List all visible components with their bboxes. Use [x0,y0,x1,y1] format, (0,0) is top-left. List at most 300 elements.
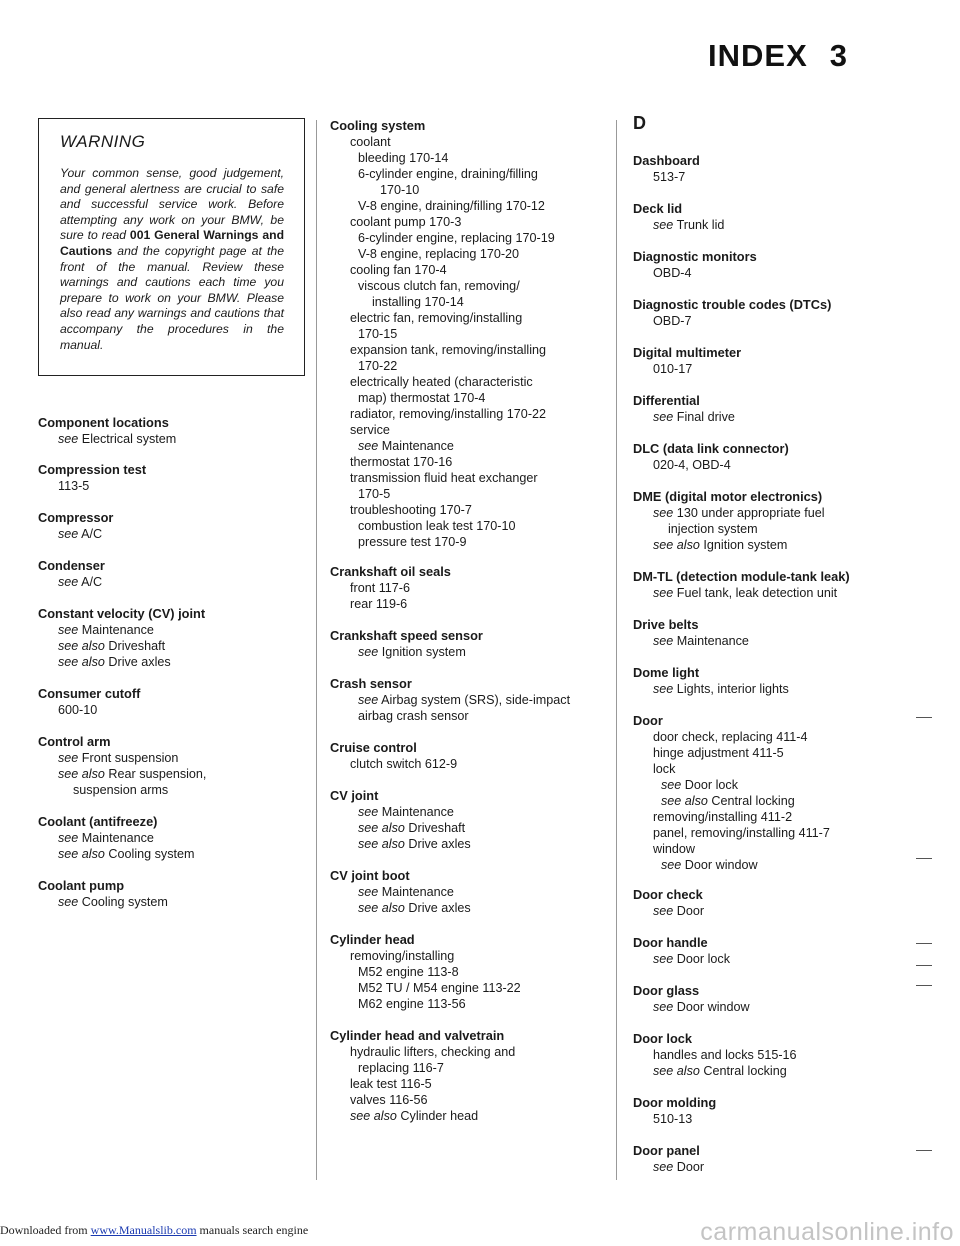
subentry-text: Fuel tank, leak detection unit [673,586,838,600]
subentry-text: thermostat 170-16 [350,455,453,469]
index-subentry [38,782,206,798]
index-subentry [633,809,830,825]
cross-reference-label: see [58,575,79,589]
subentry-text: removing/installing 411-2 [653,810,793,824]
subentry-text: 113-5 [58,479,90,493]
cross-reference-label: see [653,952,674,966]
cross-reference-label: see [58,432,79,446]
cross-reference-label: see also [58,639,105,653]
index-subentry [330,358,555,374]
index-entry [633,665,789,697]
index-entry [38,606,205,670]
index-subentry [330,596,451,612]
index-subentry [330,1060,515,1076]
section-letter: D [633,113,646,133]
subentry-text: expansion tank, removing/installing [350,343,547,357]
cross-reference-label: see [653,410,674,424]
subentry-text: 6-cylinder engine, replacing 170-19 [358,231,555,245]
index-subentry [38,702,140,718]
index-entry [330,740,457,772]
index-subentry [330,996,521,1012]
subentry-text: installing 170-14 [372,295,464,309]
subentry-text: Maintenance [378,439,454,453]
subentry-text: 513-7 [653,170,686,184]
warning-title: WARNING [60,132,146,151]
index-subentry [330,150,555,166]
warning-box [38,118,305,376]
index-subentry [330,166,555,182]
subentry-text: Front suspension [78,751,179,765]
cross-reference-label: see also [58,767,105,781]
index-subentry [38,431,176,447]
index-subentry [330,964,521,980]
index-subentry [633,761,830,777]
cross-reference-label: see [653,1000,674,1014]
index-entry [38,415,176,447]
subentry-text: Cooling system [78,895,168,909]
index-term: Door lock [633,1031,693,1046]
index-entry [633,153,700,185]
cross-reference-label: see [653,1160,674,1174]
subentry-text: panel, removing/installing 411-7 [653,826,830,840]
subentry-text: Door lock [673,952,731,966]
index-subentry [633,265,757,281]
index-subentry [330,390,555,406]
index-subentry [633,537,825,553]
index-subentry [633,457,789,473]
subentry-text: lock [653,762,676,776]
cross-reference-label: see also [358,837,405,851]
cross-reference-label: see also [350,1109,397,1123]
subentry-text: Maintenance [78,831,154,845]
index-subentry [330,294,555,310]
subentry-text: 130 under appropriate fuel [673,506,825,520]
index-subentry [330,644,483,660]
index-subentry [633,633,749,649]
index-subentry [38,478,146,494]
index-term: Coolant pump [38,878,125,893]
warning-text-bold: 001 General Warnings and Cautions [60,228,285,258]
subentry-text: coolant pump 170-3 [350,215,462,229]
subentry-text: troubleshooting 170-7 [350,503,472,517]
index-subentry [330,262,555,278]
index-term: Cylinder head [330,932,415,947]
index-entry [633,201,724,233]
index-subentry [330,230,555,246]
index-term: DME (digital motor electronics) [633,489,823,504]
subentry-text: 170-10 [380,183,420,197]
trim-mark [916,858,932,859]
index-entry [633,1143,704,1175]
index-term: Dome light [633,665,700,680]
index-term: CV joint boot [330,868,410,883]
cross-reference-label: see [653,506,674,520]
subentry-text: valves 116-56 [350,1093,428,1107]
index-subentry [633,585,850,601]
index-term: DLC (data link connector) [633,441,789,456]
subentry-text: Maintenance [673,634,749,648]
subentry-text: replacing 116-7 [358,1061,444,1075]
cross-reference-label: see [358,693,379,707]
subentry-text: service [350,423,390,437]
index-subentry [330,214,555,230]
index-entry [38,558,105,590]
subentry-text: Door [673,1160,705,1174]
subentry-text: Trunk lid [673,218,725,232]
footer [0,1222,308,1238]
cross-reference-label: see [358,645,379,659]
index-term: Cooling system [330,118,426,133]
index-term: Diagnostic monitors [633,249,757,264]
subentry-text: 6-cylinder engine, draining/filling [358,167,538,181]
warning-text-pre: Your common sense, good judgement, and general alertness are crucial to safe and successful service work. Before attempting any work on your BMW, be sure to read [60,166,284,243]
index-term: Digital multimeter [633,345,742,360]
index-subentry [38,526,113,542]
index-subentry [330,246,555,262]
subentry-text: V-8 engine, draining/filling 170-12 [358,199,545,213]
subentry-text: OBD-7 [653,314,692,328]
subentry-text: leak test 116-5 [350,1077,432,1091]
cross-reference-label: see also [358,821,405,835]
subentry-text: Electrical system [78,432,177,446]
subentry-text: Airbag system (SRS), side-impact [378,693,571,707]
index-subentry [633,825,830,841]
index-term: Deck lid [633,201,683,216]
subentry-text: electric fan, removing/installing [350,311,523,325]
index-subentry [633,745,830,761]
index-term: Cruise control [330,740,417,755]
index-subentry [330,884,471,900]
cross-reference-label: see [358,805,379,819]
index-subentry [38,622,205,638]
subentry-text: 020-4, OBD-4 [653,458,731,472]
subentry-text: airbag crash sensor [358,709,469,723]
cross-reference-label: see also [358,901,405,915]
index-subentry [38,830,195,846]
index-entry [330,628,483,660]
index-term: Compressor [38,510,114,525]
index-term: Door panel [633,1143,700,1158]
index-term: Cylinder head and valvetrain [330,1028,505,1043]
subentry-text: M52 TU / M54 engine 113-22 [358,981,521,995]
index-subentry [633,409,735,425]
subentry-text: 010-17 [653,362,693,376]
index-subentry [38,654,205,670]
trim-mark [916,965,932,966]
index-subentry [633,999,750,1015]
trim-mark [916,1150,932,1151]
subentry-text: rear 119-6 [350,597,408,611]
index-term: Crash sensor [330,676,412,691]
index-term: Door molding [633,1095,717,1110]
index-subentry [330,1044,515,1060]
index-entry [633,935,730,967]
index-subentry [330,980,521,996]
subentry-text: hinge adjustment 411-5 [653,746,784,760]
index-subentry [330,580,451,596]
subentry-text: Maintenance [78,623,154,637]
index-entry [633,617,749,649]
index-subentry [330,692,570,708]
subentry-text: bleeding 170-14 [358,151,449,165]
warning-body [60,166,284,353]
trim-mark [916,985,932,986]
index-subentry [330,502,555,518]
index-subentry [330,900,471,916]
subentry-text: pressure test 170-9 [358,535,467,549]
subentry-text: Driveshaft [104,639,166,653]
index-subentry [330,278,555,294]
subentry-text: Ignition system [699,538,788,552]
index-subentry [330,486,555,502]
index-term: DM-TL (detection module-tank leak) [633,569,850,584]
index-subentry [633,681,789,697]
index-subentry [38,846,195,862]
index-title: INDEX [708,38,808,73]
index-subentry [330,820,471,836]
index-term: Door check [633,887,703,902]
index-subentry [330,534,555,550]
subentry-text: radiator, removing/installing 170-22 [350,407,547,421]
index-subentry [38,638,205,654]
subentry-text: injection system [668,522,758,536]
subentry-text: Rear suspension, [104,767,207,781]
index-entry [633,1031,797,1079]
subentry-text: transmission fluid heat exchanger [350,471,538,485]
index-subentry [330,756,457,772]
index-term: Door handle [633,935,708,950]
cross-reference-label: see [661,778,682,792]
index-term: Compression test [38,462,147,477]
subentry-text: window [653,842,695,856]
index-subentry [633,169,700,185]
subentry-text: electrically heated (characteristic [350,375,533,389]
index-subentry [330,1076,515,1092]
cross-reference-label: see [661,858,682,872]
footer-suffix: manuals search engine [196,1223,309,1237]
index-subentry [633,857,830,873]
subentry-text: Central locking [699,1064,787,1078]
index-entry [633,345,741,377]
cross-reference-label: see [358,885,379,899]
watermark: carmanualsonline.info [700,1218,954,1246]
index-term: Control arm [38,734,111,749]
cross-reference-label: see [653,682,674,696]
index-entry [38,462,146,494]
index-subentry [330,470,555,486]
index-entry [38,814,195,862]
index-term: Component locations [38,415,169,430]
subentry-text: suspension arms [73,783,169,797]
index-subentry [330,134,555,150]
index-term: Constant velocity (CV) joint [38,606,206,621]
cross-reference-label: see [653,586,674,600]
subentry-text: handles and locks 515-16 [653,1048,797,1062]
subentry-text: Door window [673,1000,750,1014]
cross-reference-label: see also [661,794,708,808]
subentry-text: 170-5 [358,487,391,501]
index-subentry [633,313,831,329]
index-entry [330,676,570,724]
index-entry [633,249,757,281]
index-entry [38,686,140,718]
subentry-text: Maintenance [378,805,454,819]
cross-reference-label: see also [653,1064,700,1078]
index-subentry [330,836,471,852]
index-subentry [330,1092,515,1108]
index-entry [330,932,521,1012]
index-subentry [633,1111,716,1127]
subentry-text: Drive axles [404,901,471,915]
index-entry [330,788,471,852]
index-subentry [633,729,830,745]
index-term: Differential [633,393,700,408]
index-subentry [330,438,555,454]
index-subentry [633,1063,797,1079]
subentry-text: Drive axles [104,655,171,669]
subentry-text: cooling fan 170-4 [350,263,447,277]
subentry-text: Driveshaft [404,821,466,835]
manualslib-link[interactable]: www.Manualslib.com [90,1223,197,1237]
index-subentry [633,1159,704,1175]
column-divider [316,120,317,1180]
index-entry [38,510,113,542]
index-subentry [633,777,830,793]
subentry-text: coolant [350,135,391,149]
subentry-text: Lights, interior lights [673,682,789,696]
index-subentry [633,793,830,809]
subentry-text: front 117-6 [350,581,410,595]
index-subentry [38,766,206,782]
subentry-text: clutch switch 612-9 [350,757,458,771]
cross-reference-label: see [653,904,674,918]
index-entry [38,878,168,910]
subentry-text: Cylinder head [396,1109,479,1123]
subentry-text: 600-10 [58,703,98,717]
index-term: Coolant (antifreeze) [38,814,158,829]
index-entry [330,868,471,916]
subentry-text: A/C [78,527,103,541]
cross-reference-label: see [58,751,79,765]
index-entry [633,887,704,919]
index-entry [330,564,451,612]
index-term: Condenser [38,558,105,573]
index-subentry [330,804,471,820]
trim-mark [916,943,932,944]
trim-mark [916,717,932,718]
subentry-text: 510-13 [653,1112,693,1126]
index-term: Crankshaft speed sensor [330,628,483,643]
index-term: CV joint [330,788,379,803]
cross-reference-label: see also [58,847,105,861]
index-entry [330,1028,515,1124]
subentry-text: M52 engine 113-8 [358,965,459,979]
subentry-text: map) thermostat 170-4 [358,391,486,405]
cross-reference-label: see [58,895,79,909]
index-entry [633,713,830,873]
subentry-text: hydraulic lifters, checking and [350,1045,516,1059]
subentry-text: door check, replacing 411-4 [653,730,808,744]
cross-reference-label: see also [58,655,105,669]
column-divider [616,120,617,1180]
cross-reference-label: see also [653,538,700,552]
index-subentry [633,505,825,521]
cross-reference-label: see [653,218,674,232]
index-subentry [330,326,555,342]
index-entry [330,118,555,550]
index-entry [38,734,206,798]
index-subentry [633,361,741,377]
page-header [708,38,848,73]
index-subentry [633,217,724,233]
subentry-text: V-8 engine, replacing 170-20 [358,247,520,261]
subentry-text: 170-22 [358,359,398,373]
index-term: Consumer cutoff [38,686,141,701]
index-subentry [330,708,570,724]
index-entry [633,983,750,1015]
index-subentry [633,841,830,857]
index-subentry [38,894,168,910]
subentry-text: Door lock [681,778,739,792]
index-entry [633,393,735,425]
index-subentry [330,182,555,198]
index-subentry [633,903,704,919]
subentry-text: OBD-4 [653,266,692,280]
subentry-text: Central locking [707,794,795,808]
index-entry [633,489,825,553]
index-subentry [330,1108,515,1124]
cross-reference-label: see [58,831,79,845]
index-term: Door glass [633,983,700,998]
index-subentry [330,948,521,964]
index-subentry [38,750,206,766]
index-entry [633,569,850,601]
cross-reference-label: see [58,527,79,541]
index-entry [633,1095,716,1127]
subentry-text: Ignition system [378,645,466,659]
subentry-text: Maintenance [378,885,454,899]
index-term: Door [633,713,663,728]
index-term: Crankshaft oil seals [330,564,451,579]
index-entry [633,297,831,329]
subentry-text: Cooling system [104,847,195,861]
index-subentry [330,518,555,534]
cross-reference-label: see [653,634,674,648]
index-term: Diagnostic trouble codes (DTCs) [633,297,832,312]
cross-reference-label: see [58,623,79,637]
index-term: Dashboard [633,153,700,168]
subentry-text: viscous clutch fan, removing/ [358,279,520,293]
index-subentry [330,198,555,214]
index-entry [633,441,789,473]
subentry-text: 170-15 [358,327,398,341]
index-subentry [633,1047,797,1063]
index-subentry [330,422,555,438]
index-subentry [633,951,730,967]
index-subentry [330,454,555,470]
subentry-text: A/C [78,575,103,589]
index-subentry [330,374,555,390]
subentry-text: M62 engine 113-56 [358,997,466,1011]
index-term: Drive belts [633,617,699,632]
index-subentry [330,310,555,326]
cross-reference-label: see [358,439,379,453]
index-subentry [330,406,555,422]
index-subentry [633,521,825,537]
subentry-text: Door window [681,858,758,872]
page-number: 3 [829,38,848,73]
footer-prefix: Downloaded from [0,1223,91,1237]
